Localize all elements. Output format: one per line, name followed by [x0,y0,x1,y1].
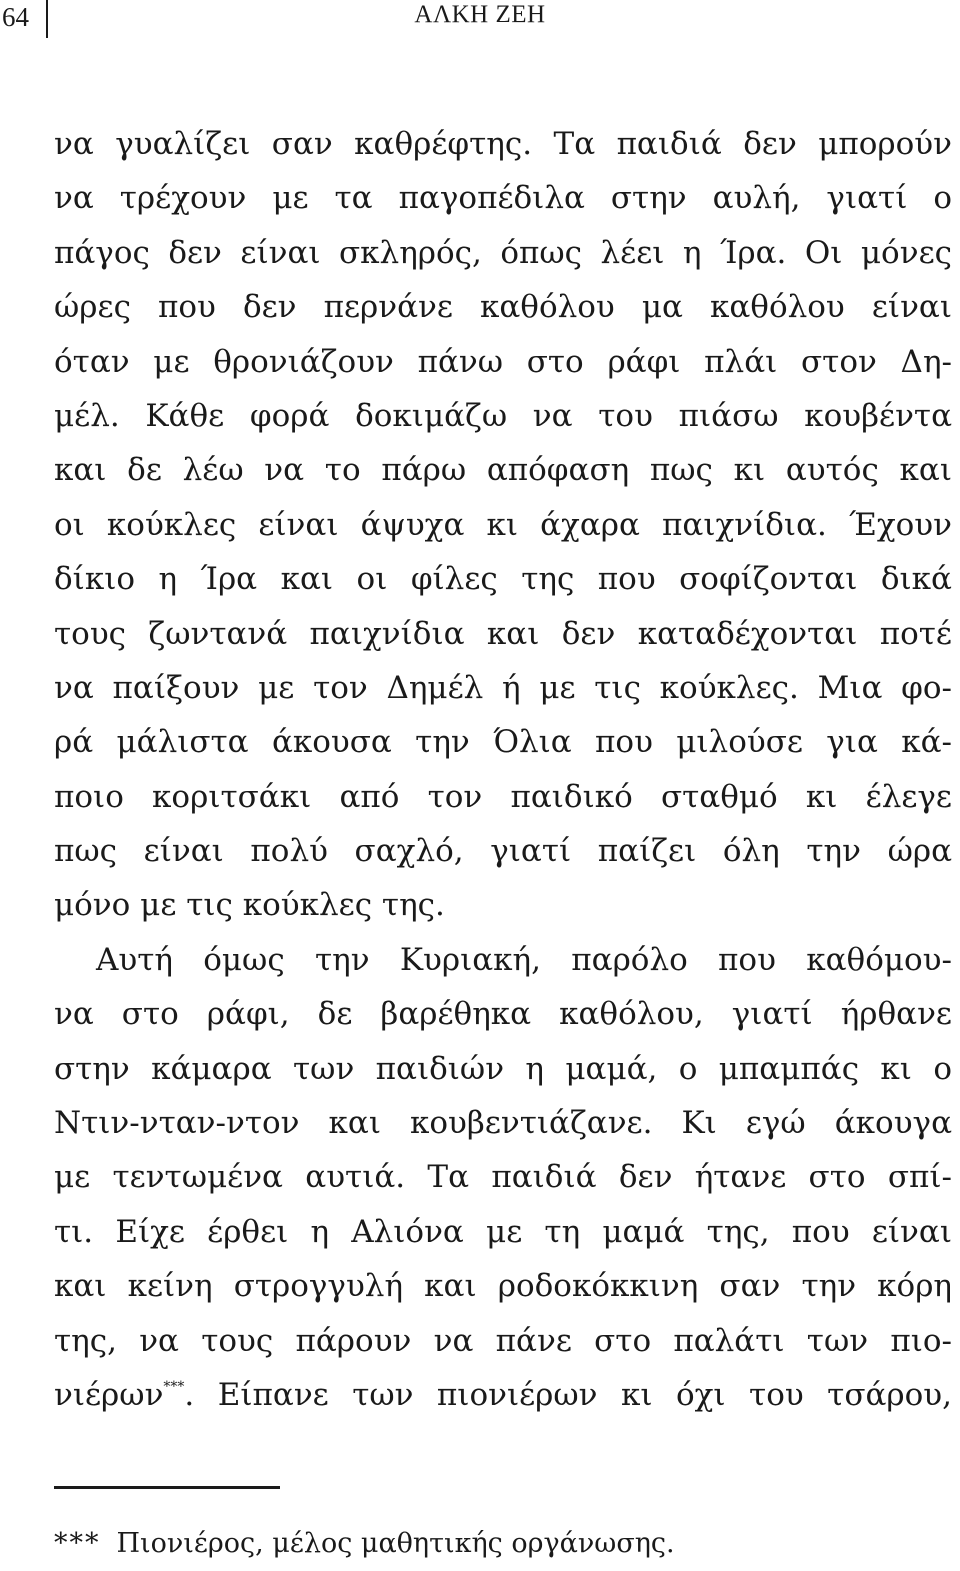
text-line: πως είναι πολύ σαχλό, γιατί παίζει όλη την ώρα [54,833,952,870]
text-line: δίκιο η Ίρα και οι φίλες της που σοφίζονται δικά [54,561,952,598]
running-head: ΑΛΚΗ ΖΕΗ [414,1,546,28]
text-fragment: νιέρων [54,1376,164,1413]
text-line: Ντιν-νταν-ντον και κουβεντιάζανε. Κι εγώ άκουγα [54,1105,952,1142]
text-line: μέλ. Κάθε φορά δοκιμάζω να του πιάσω κουβέντα [54,397,952,434]
text-fragment: . Είπανε των πιονιέρων κι όχι του τσάρου, [184,1376,952,1413]
text-line: να τρέχουν με τα παγοπέδιλα στην αυλή, γιατί ο [54,180,952,217]
paragraph-start-line: Αυτή όμως την Κυριακή, παρόλο που καθόμου- [96,941,952,978]
text-line: να παίξουν με τον Δημέλ ή με τις κούκλες. Μια φο- [54,669,952,706]
text-line: ρά μάλιστα άκουσα την Όλια που μιλούσε για κά- [54,724,952,761]
page-number: 64 [2,2,29,32]
footnote-marker: *** [54,1528,101,1559]
text-line: πάγος δεν είναι σκληρός, όπως λέει η Ίρα. Οι μόνες [54,234,952,271]
text-line: μόνο με τις κούκλες της. [54,887,445,924]
text-line: και κείνη στρογγυλή και ροδοκόκκινη σαν την κόρη [54,1268,952,1305]
text-line-with-footnote-ref [54,1368,952,1422]
text-line: και δε λέω να το πάρω απόφαση πως κι αυτός και [54,452,952,489]
text-line: να στο ράφι, δε βαρέθηκα καθόλου, γιατί ήρθανε [54,996,952,1033]
text-line: να γυαλίζει σαν καθρέφτης. Τα παιδιά δεν μπορούν [54,126,952,162]
text-line: στην κάμαρα των παιδιών η μαμά, ο μπαμπάς κι ο [54,1050,952,1087]
text-line: ποιο κοριτσάκι από τον παιδικό σταθμό κι έλεγε [54,778,952,815]
footnote-text: Πιονιέρος, μέλος μαθητικής οργάνωσης. [116,1528,675,1559]
text-line: όταν με θρονιάζουν πάνω στο ράφι πλάι στον Δη- [54,343,952,380]
footnote-reference[interactable]: *** [163,1378,185,1395]
text-line: οι κούκλες είναι άψυχα κι άχαρα παιχνίδια. Έχουν [54,506,952,543]
text-line: με τεντωμένα αυτιά. Τα παιδιά δεν ήτανε στο σπί- [54,1159,952,1196]
body-text [54,117,952,1422]
footnote [54,1527,675,1561]
footnote-separator [54,1486,280,1489]
text-line: ώρες που δεν περνάνε καθόλου μα καθόλου είναι [54,289,952,326]
text-line: της, να τους πάρουν να πάνε στο παλάτι των πιο- [54,1322,952,1359]
text-line: τι. Είχε έρθει η Αλιόνα με τη μαμά της, που είναι [54,1213,952,1250]
page-header [0,0,960,40]
text-line: τους ζωντανά παιχνίδια και δεν καταδέχονται ποτέ [54,615,952,652]
